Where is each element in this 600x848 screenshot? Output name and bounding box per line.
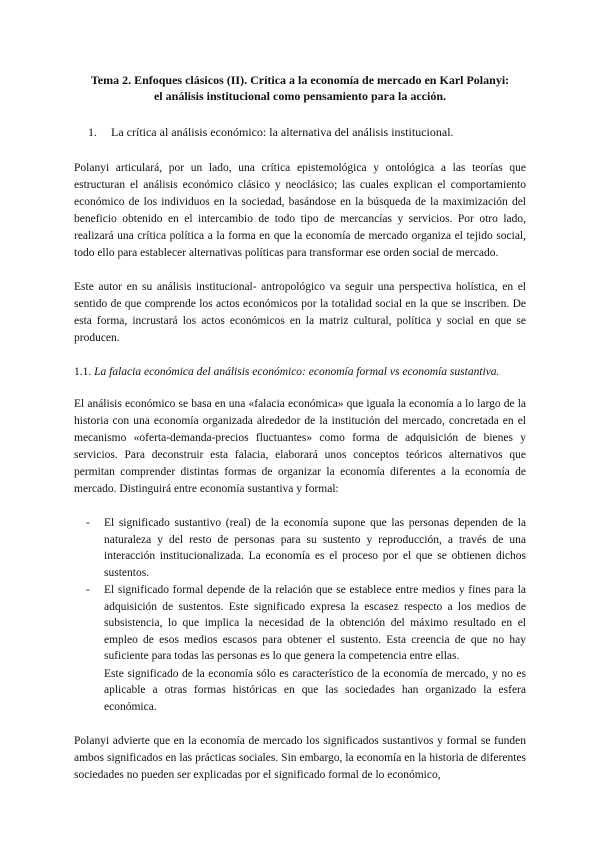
list-item-text: El significado sustantivo (real) de la economía supone que las personas dependen de la naturaleza y del resto de personas para su sustento y reproducción, a través de una interacción institucionalizada. La economía es el proceso por el que se obtienen dichos sustentos. [104,517,526,579]
title-line-2: el análisis institucional como pensamiento para la acción. [153,89,446,103]
subsection-number: 1.1. [74,366,92,378]
paragraph: Este autor en su análisis institucional- antropológico va seguir una perspectiva holística, en el sentido de que comprende los actos económicos por la totalidad social en la que se inscriben. De esta forma, incrustará los actos económicos en la matriz cultural, política y social en que se producen. [74,281,526,344]
document-title [74,72,526,104]
subsection-title: La falacia económica del análisis económico: economía formal vs economía sustantiva. [94,366,500,378]
paragraph: Polanyi advierte que en la economía de mercado los significados sustantivos y formal se funden ambos significados en las prácticas sociales. Sin embargo, la economía en la historia de diferentes sociedades no pueden ser explicadas por el significado formal de lo económico, [74,735,526,781]
list-item [74,582,526,715]
paragraph: El análisis económico se basa en una «falacia económica» que iguala la economía a lo largo de la historia con una economía organizada alrededor de la institución del mercado, concretada en el mecanismo «oferta-demanda-precios fluctuantes» como forma de adquisición de bienes y servicios. Para deconstruir esta falacia, elaborará unos conceptos teóricos alternativos que permitan comprender distintas formas de organizar la economía diferentes a la economía de mercado. Distinguirá entre economía sustantiva y formal: [74,398,526,495]
section-number: 1. [88,125,97,139]
list-item [74,515,526,581]
list-item-text: El significado formal depende de la relación que se establece entre medios y fines para la adquisición de sustentos. Este significado expresa la escasez respecto a los medios de subsistencia, lo que implica la necesidad de la obtención del máximo resultado en el empleo de esos medios escasos para obtener el sustento. Esta creencia de que no hay suficiente para todas las personas es lo que genera la competencia entre ellas. [104,584,526,662]
list-item-continuation: Este significado de la economía sólo es característico de la economía de mercado, y no es aplicable a otras formas históricas en que las sociedades han organizado la esfera económica. [104,667,526,713]
bullet-marker: - [86,584,90,596]
section-heading [74,124,526,140]
paragraph: Polanyi articulará, por un lado, una crítica epistemológica y ontológica a las teorías que estructuran el análisis económico clásico y neoclásico; las cuales explican el comportamiento económico de los individuos en la sociedad, basándose en la búsqueda de la maximización del beneficio obtenido en el intercambio de todo tipo de mercancías y servicios. Por otro lado, realizará una crítica política a la forma en que la economía de mercado organiza el tejido social, todo ello para establecer alternativas políticas para transformar ese orden social de mercado. [74,162,526,259]
section-title: La crítica al análisis económico: la alternativa del análisis institucional. [111,125,454,139]
bullet-list [74,515,526,715]
bullet-marker: - [86,517,90,529]
subsection-heading [74,364,526,380]
title-line-1: Tema 2. Enfoques clásicos (II). Crítica a la economía de mercado en Karl Polanyi: [90,73,510,87]
